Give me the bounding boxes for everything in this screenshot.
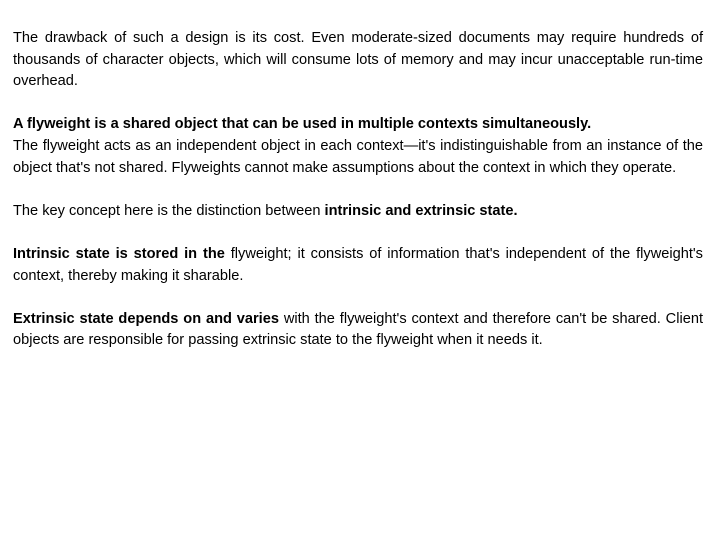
intrinsic-state-text: flyweight; it consists of information that's independent of the flyweight's context, thereby making it sharable.	[13, 245, 703, 284]
extrinsic-state-text: with the flyweight's context and therefore can't be shared. Client objects are responsible for passing extrinsic state to the flyweight when it needs it.	[13, 310, 703, 349]
cost-text: The drawback of such a design is its cost. Even moderate-sized documents may require hundreds of thousands of character objects, which will consume lots of memory and may incur unacceptable run-time overhead.	[13, 30, 703, 90]
paragraph-cost	[13, 28, 703, 93]
paragraph-intrinsic-state	[13, 244, 703, 287]
key-concept-period: .	[513, 202, 518, 219]
key-concept-lead: The key concept here is the distinction between	[13, 202, 325, 219]
paragraph-flyweight-definition	[13, 114, 703, 179]
extrinsic-state-bold: Extrinsic state depends on and varies	[13, 310, 279, 327]
intrinsic-state-bold: Intrinsic state is stored in the	[13, 245, 225, 262]
paragraph-extrinsic-state	[13, 309, 703, 352]
flyweight-definition-bold: A flyweight is a shared object that can be used in multiple contexts simultaneously.	[13, 116, 592, 133]
key-concept-bold: intrinsic and extrinsic state	[324, 202, 514, 219]
paragraph-key-concept	[13, 201, 703, 223]
flyweight-definition-text: The flyweight acts as an independent object in each context—it's indistinguishable from an instance of the object that's not shared. Flyweights cannot make assumptions about the context in which they operate.	[13, 137, 703, 176]
document-page	[13, 28, 703, 374]
